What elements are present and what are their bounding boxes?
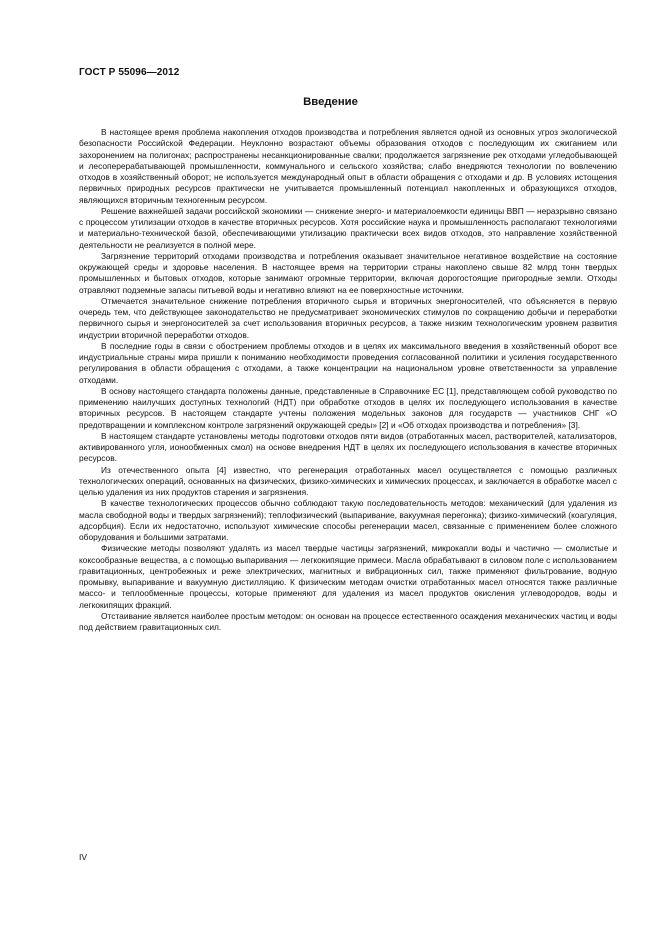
paragraph: В настоящее время проблема накопления отходов производства и потребления является одной из основных угроз экологической безопасности Российской Федерации. Неуклонно возрастают объемы образования отходов с последующим их сжиганием или захоронением на полигонах; распространены несанкционированные свалки; продолжается загрязнение рек отходами угледобывающей и лесоперерабатывающей промышленности, коммунального и сельского хозяйства; слабо внедряются технологии по вовлечению отходов в хозяйственный оборот; не используется международный опыт в области обращения с отходами и др. В условиях истощения первичных природных ресурсов практически не учитывается промышленный потенциал накопленных и образующихся отходов, являющихся вторичным техногенным ресурсом.: [79, 127, 617, 205]
page-number: IV: [79, 852, 88, 862]
paragraph: Загрязнение территорий отходами производства и потребления оказывает значительное негативное воздействие на состояние окружающей среды и здоровье населения. В настоящее время на территории страны накоплено свыше 82 млрд тонн твердых промышленных и бытовых отходов, которые занимают огромные территории, включая дорогостоящие пригородные земли. Отходы отравляют подземные запасы питьевой воды и негативно влияют на ее поверхностные источники.: [79, 250, 617, 295]
document-header: ГОСТ Р 55096—2012: [79, 67, 180, 78]
paragraph: В настоящем стандарте установлены методы подготовки отходов пяти видов (отработанных масел, растворителей, катализаторов, активированного угля, ионообменных смол) на основе внедрения НДТ в целях их последующего использования в качестве вторичных ресурсов.: [79, 430, 617, 464]
paragraph: В качестве технологических процессов обычно соблюдают такую последовательность методов: механический (для удаления из масла свободной воды и твердых загрязнений); теплофизический (выпаривание, вакуумная перегонка); физико-химический (коагуляция, адсорбция). Если их недостаточно, используют химические способы регенерации масел, связанные с применением более сложного оборудования и большими затратами.: [79, 498, 617, 542]
paragraph: Отстаивание является наиболее простым методом: он основан на процессе естественного осаждения механических частиц и воды под действием гравитационных сил.: [79, 610, 617, 632]
paragraph: Физические методы позволяют удалять из масел твердые частицы загрязнений, микрокапли воды и частично — смолистые и коксообразные вещества, а с помощью выпаривания — легкокипящие примеси. Масла обрабатывают в силовом поле с использованием гравитационных, центробежных и реже электрических, магнитных и вибрационных сил, также применяют фильтрование, водную промывку, выпаривание и вакуумную дистилляцию. К физическим методам очистки отработанных масел относятся также различные массо- и теплообменные процессы, которые применяют для удаления из масел продуктов окисления углеводородов, воды и легкокипящих фракций.: [79, 543, 617, 610]
paragraph: Отмечается значительное снижение потребления вторичного сырья и вторичных энергоносителей, что объясняется в первую очередь тем, что действующее законодательство не предусматривает экономических стимулов по сокращению добычи и переработки первичного сырья и энергоносителей за счет использования вторичных ресурсов, а также низким технологическим уровнем развития индустрии вторичной переработки отходов.: [79, 295, 617, 340]
paragraph: В основу настоящего стандарта положены данные, представленные в Справочнике ЕС [1], представляющем собой руководство по применению наилучших доступных технологий (НДТ) при обработке отходов в целях их последующего использования в качестве вторичных ресурсов. В настоящем стандарте учтены положения модельных законов для государств — участников СНГ «О предотвращении и комплексном контроле загрязнений окружающей среды» [2] и «Об отходах производства и потребления» [3].: [79, 385, 617, 430]
paragraph: Решение важнейшей задачи российской экономики — снижение энерго- и материалоемкости единицы ВВП — неразрывно связано с процессом утилизации отходов в качестве вторичных ресурсов. Хотя российские наука и промышленность располагают технологиями и материально-технической базой, обеспечивающими утилизацию практически всех видов отходов, это направление хозяйственной деятельности не реализуется в полной мере.: [79, 205, 617, 250]
section-title: Введение: [303, 96, 358, 108]
paragraph: Из отечественного опыта [4] известно, что регенерация отработанных масел осуществляется с помощью различных технологических операций, основанных на физических, физико-химических и химических процессах, и заключается в обработке масел с целью удаления из них продуктов старения и загрязнения.: [79, 464, 617, 497]
document-body: [79, 127, 617, 633]
paragraph: В последние годы в связи с обострением проблемы отходов и в целях их максимального введения в хозяйственный оборот все индустриальные страны мира пришли к пониманию необходимости проведения согласованной политики и усиления государственного регулирования в области обращения с отходами, а также концентрации на национальном уровне ответственности за управление отходами.: [79, 340, 617, 385]
